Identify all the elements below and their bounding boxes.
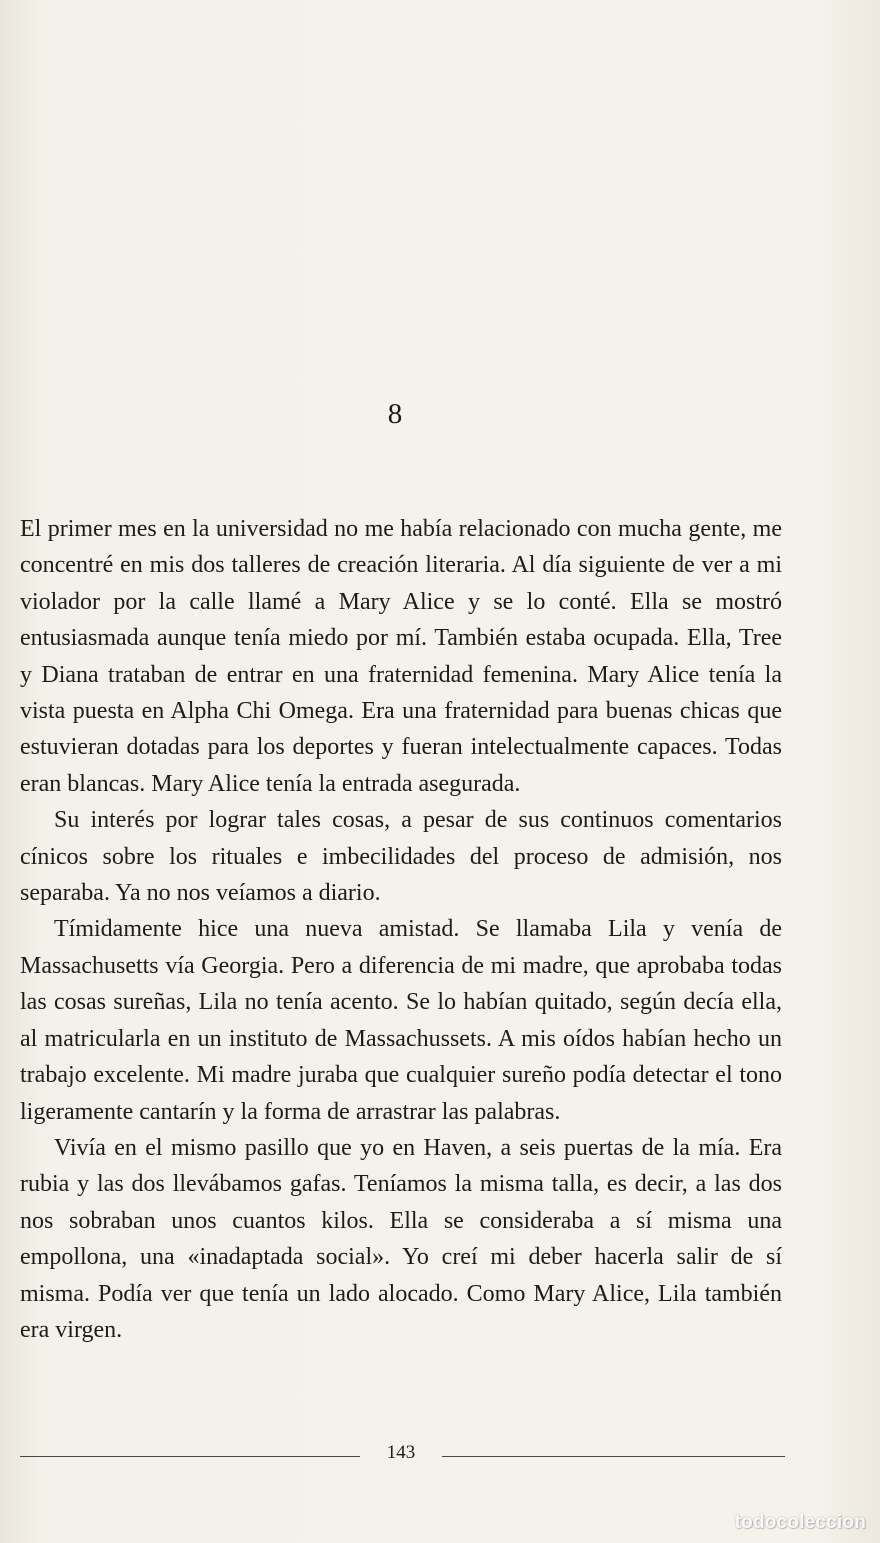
footer-rule-right (442, 1456, 785, 1457)
paragraph: Su interés por lograr tales cosas, a pesar de sus continuos comentarios cínicos sobre los rituales e imbecilidades del proceso de admisión, nos separaba. Ya no nos veíamos a diario. (20, 807, 782, 907)
watermark-logo: todocoleccion (734, 1512, 866, 1533)
paragraph: El primer mes en la universidad no me había relacionado con mucha gente, me concentré en mis dos talleres de creación literaria. Al día siguiente de ver a mi violador por la calle llamé a Mary Alice y se lo conté. Ella se mostró entusiasmada aunque tenía miedo por mí. También estaba ocupada. Ella, Tree y Diana trataban de entrar en una fraternidad femenina. Mary Alice tenía la vista puesta en Alpha Chi Omega. Era una fraternidad para buenas chicas que estuvieran dotadas para los deportes y fueran intelectualmente capaces. Todas eran blancas. Mary Alice tenía la entrada asegurada. (20, 516, 782, 797)
paragraph: Vivía en el mismo pasillo que yo en Haven, a seis puertas de la mía. Era rubia y las dos llevábamos gafas. Teníamos la misma talla, es decir, a las dos nos sobraban unos cuantos kilos. Ella se consideraba a sí misma una empollona, una «inadaptada social». Yo creí mi deber hacerla salir de sí misma. Podía ver que tenía un lado alocado. Como Mary Alice, Lila también era virgen. (20, 1134, 782, 1343)
chapter-number: 8 (387, 398, 403, 430)
paragraph: Tímidamente hice una nueva amistad. Se llamaba Lila y venía de Massachusetts vía Georgia. Pero a diferencia de mi madre, que aprobaba todas las cosas sureñas, Lila no tenía acento. Se lo habían quitado, según decía ella, al matricularla en un instituto de Massachussets. A mis oídos habían hecho un trabajo excelente. Mi madre juraba que cualquier sureño podía detectar el tono ligeramente cantarín y la forma de arrastrar las palabras. (20, 916, 782, 1125)
chapter-body (20, 511, 782, 1348)
footer-rule-left (20, 1456, 360, 1457)
page-number: 143 (386, 1442, 416, 1463)
show-through-text (20, 150, 800, 187)
page-footer (20, 1440, 785, 1472)
